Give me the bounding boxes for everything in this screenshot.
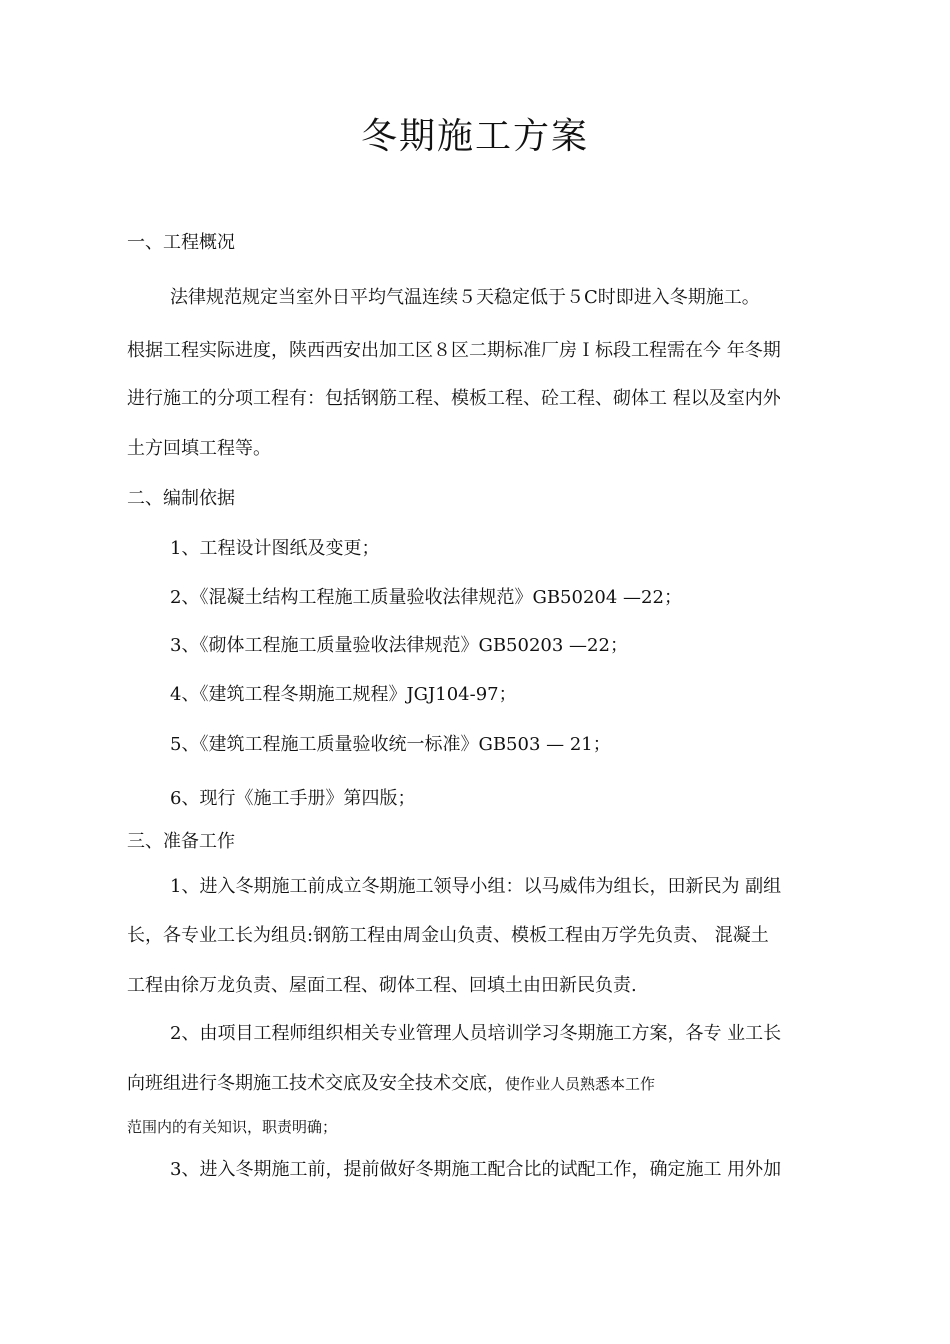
preparation-item-1-line-3: 工程由徐万龙负责、屋面工程、砌体工程、回填土由田新民负责. (127, 975, 637, 996)
preparation-item-1-line-2: 长，各专业工长为组员:钢筋工程由周金山负责、模板工程由万学先负责、 混凝土 (127, 925, 769, 946)
preparation-item-2-line-2-main: 向班组进行冬期施工技术交底及安全技术交底， (127, 1073, 505, 1094)
overview-paragraph-line-2: 根据工程实际进度，陕西西安出加工区８区二期标准厂房Ｉ标段工程需在今 年冬期 (127, 340, 781, 361)
preparation-item-2-line-2 (127, 1070, 655, 1098)
basis-item-5: 5、《建筑工程施工质量验收统一标准》GB503 — 21； (170, 734, 611, 755)
basis-item-1: 1、工程设计图纸及变更； (170, 538, 380, 559)
preparation-item-1-line-1: 1、进入冬期施工前成立冬期施工领导小组：以马威伟为组长，田新民为 副组 (170, 876, 782, 897)
section-heading-overview: 一、工程概况 (127, 232, 235, 253)
basis-item-3: 3、《砌体工程施工质量验收法律规范》GB50203 —22； (170, 635, 628, 656)
section-heading-preparation: 三、准备工作 (127, 831, 235, 852)
basis-item-2: 2、《混凝土结构工程施工质量验收法律规范》GB50204 —22； (170, 587, 682, 608)
section-heading-basis: 二、编制依据 (127, 488, 235, 509)
preparation-item-2-line-2-small: 使作业人员熟悉本工作 (505, 1075, 656, 1093)
preparation-item-2-line-3: 范围内的有关知识，职责明确； (127, 1118, 338, 1136)
basis-item-6: 6、现行《施工手册》第四版； (170, 788, 416, 809)
overview-paragraph-line-1: 法律规范规定当室外日平均气温连续５天稳定低于５C时即进入冬期施工。 (170, 287, 760, 308)
overview-paragraph-line-3: 进行施工的分项工程有：包括钢筋工程、模板工程、砼工程、砌体工 程以及室内外 (127, 388, 781, 409)
preparation-item-3-line-1: 3、进入冬期施工前，提前做好冬期施工配合比的试配工作，确定施工 用外加 (170, 1159, 782, 1180)
preparation-item-2-line-1: 2、由项目工程师组织相关专业管理人员培训学习冬期施工方案，各专 业工长 (170, 1023, 782, 1044)
basis-item-4: 4、《建筑工程冬期施工规程》JGJ104-97； (170, 684, 517, 705)
overview-paragraph-line-4: 土方回填工程等。 (127, 438, 271, 459)
document-title: 冬期施工方案 (360, 116, 589, 157)
